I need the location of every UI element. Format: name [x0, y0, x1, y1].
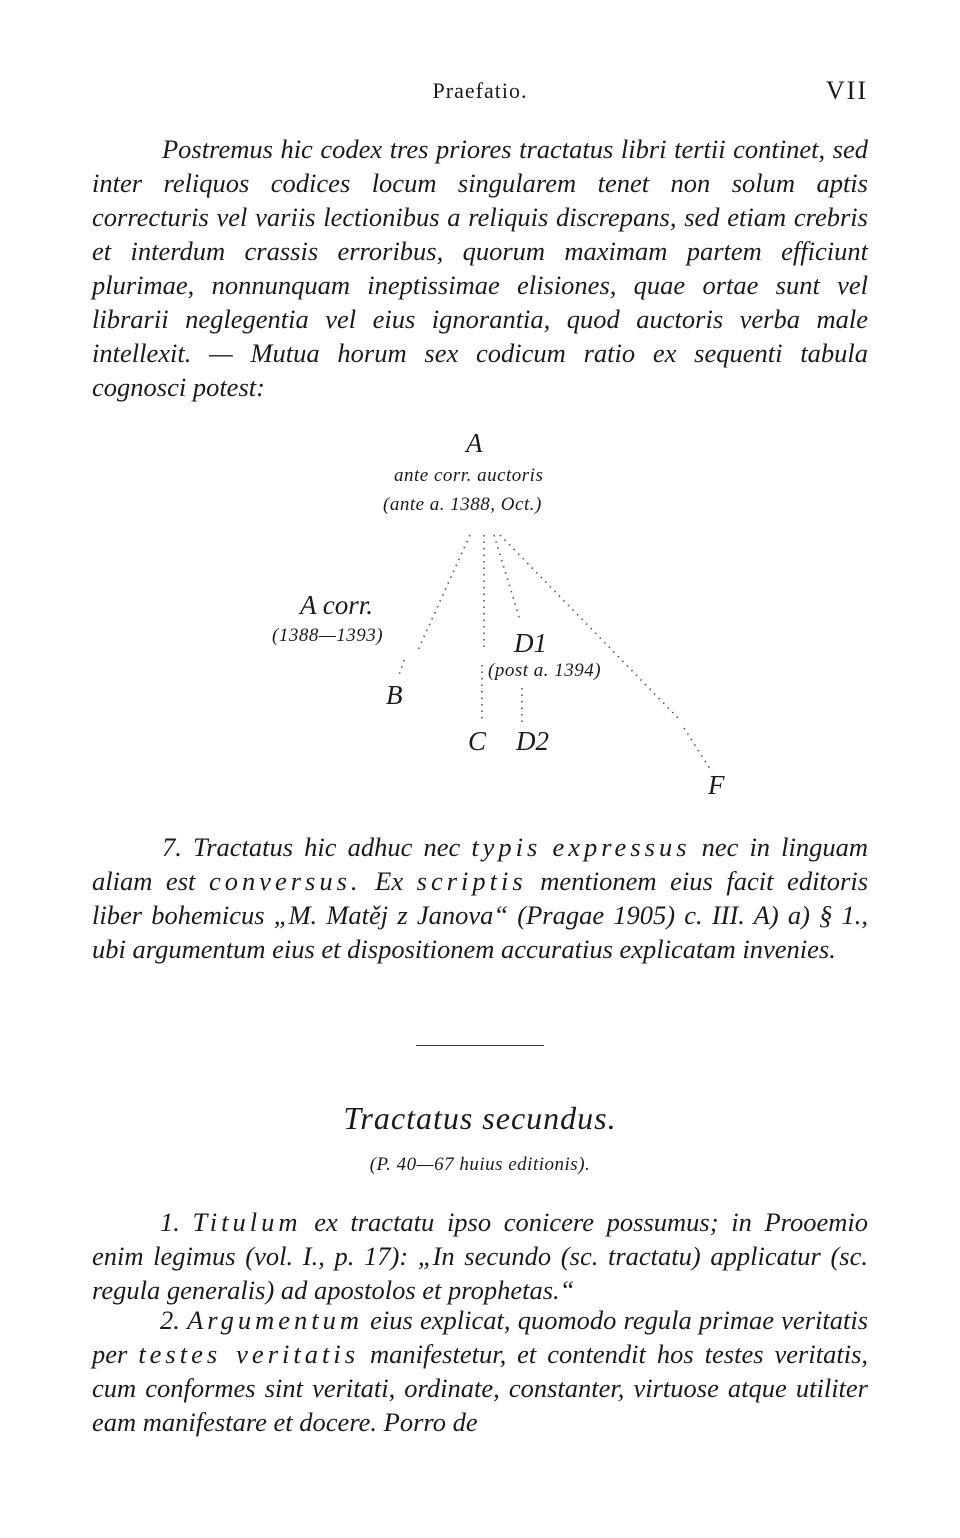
stemma-node-a-corr: A corr.	[300, 590, 374, 620]
stemma-node-a: A	[466, 428, 483, 458]
stemma-node-c: C	[468, 726, 487, 756]
stemma-node-d1: D1	[514, 628, 547, 658]
line-a-to-d1	[494, 535, 520, 620]
line-acorr-to-b	[398, 660, 404, 678]
spaced-term: Titulum	[192, 1207, 302, 1237]
intro-paragraph: Postremus hic codex tres priores tractatus libri tertii continet, sed inter reliquos codices locum singularem tenet non solum aptis correcturis vel variis lectionibus a reliquis discrepans, sed etiam crebris et interdum crassis erroribus, quorum maximam partem efficiunt plurimae, nonnunquam ineptissimae elisiones, quae ortae sunt vel librarii neglegentia vel eius ignorantia, quod auctoris verba male intellexit. — Mutua horum sex codicum ratio ex sequenti tabula cognosci potest:	[92, 134, 868, 402]
stemma-note: ante corr. auctoris	[394, 465, 544, 486]
page-number: VII	[825, 76, 868, 105]
line-to-f	[684, 728, 712, 772]
stemma-node-b: B	[386, 680, 403, 710]
stemma-date: (post a. 1394)	[488, 660, 602, 681]
stemma-date: (1388—1393)	[272, 625, 384, 646]
tractatus-paragraph-1: 1. Titulum ex tractatu ipso conicere possumus; in Prooemio enim legimus (vol. I., p. 17): „In secundo (sc. tractatu) applicatur (sc. regula generalis) ad apostolos et prophetas.“	[92, 1207, 868, 1305]
running-title: Praefatio.	[432, 78, 528, 103]
spaced-term: conversus.	[208, 866, 362, 896]
spaced-term: Argumentum	[187, 1305, 363, 1335]
section-title: Tractatus secundus.	[343, 1100, 617, 1136]
paragraph-number: 2.	[160, 1305, 180, 1335]
line-a-to-acorr	[418, 535, 470, 650]
spaced-term: typis	[471, 832, 542, 862]
tractatus-paragraph-2: 2. Argumentum eius explicat, quomodo regula primae veritatis per testes veritatis manifestetur, et contendit hos testes veritatis, cum conformes sint veritati, ordinate, constanter, virtuose atque utiliter eam manifestare et docere. Porro de	[92, 1305, 869, 1437]
paragraph-number: 1.	[160, 1207, 180, 1237]
stemma-node-f: F	[708, 770, 725, 800]
section-number: 7.	[162, 832, 182, 862]
stemma-date: (ante a. 1388, Oct.)	[383, 494, 542, 515]
section-7-paragraph: 7. Tractatus hic adhuc nec typis expressus nec in linguam aliam est conversus. Ex scriptis mentionem eius facit editoris liber bohemicus „M. Matěj z Janova“ (Pragae 1905) c. III. A) a) § 1., ubi argumentum eius et dispositionem accuratius explicatam invenies.	[92, 832, 869, 964]
section-divider	[416, 1045, 544, 1046]
spaced-term: testes veritatis	[138, 1339, 360, 1369]
spaced-term: scriptis	[416, 866, 527, 896]
spaced-term: expressus	[552, 832, 691, 862]
section-subtitle: (P. 40—67 huius editionis).	[369, 1154, 591, 1175]
stemma-node-d2: D2	[516, 726, 549, 756]
